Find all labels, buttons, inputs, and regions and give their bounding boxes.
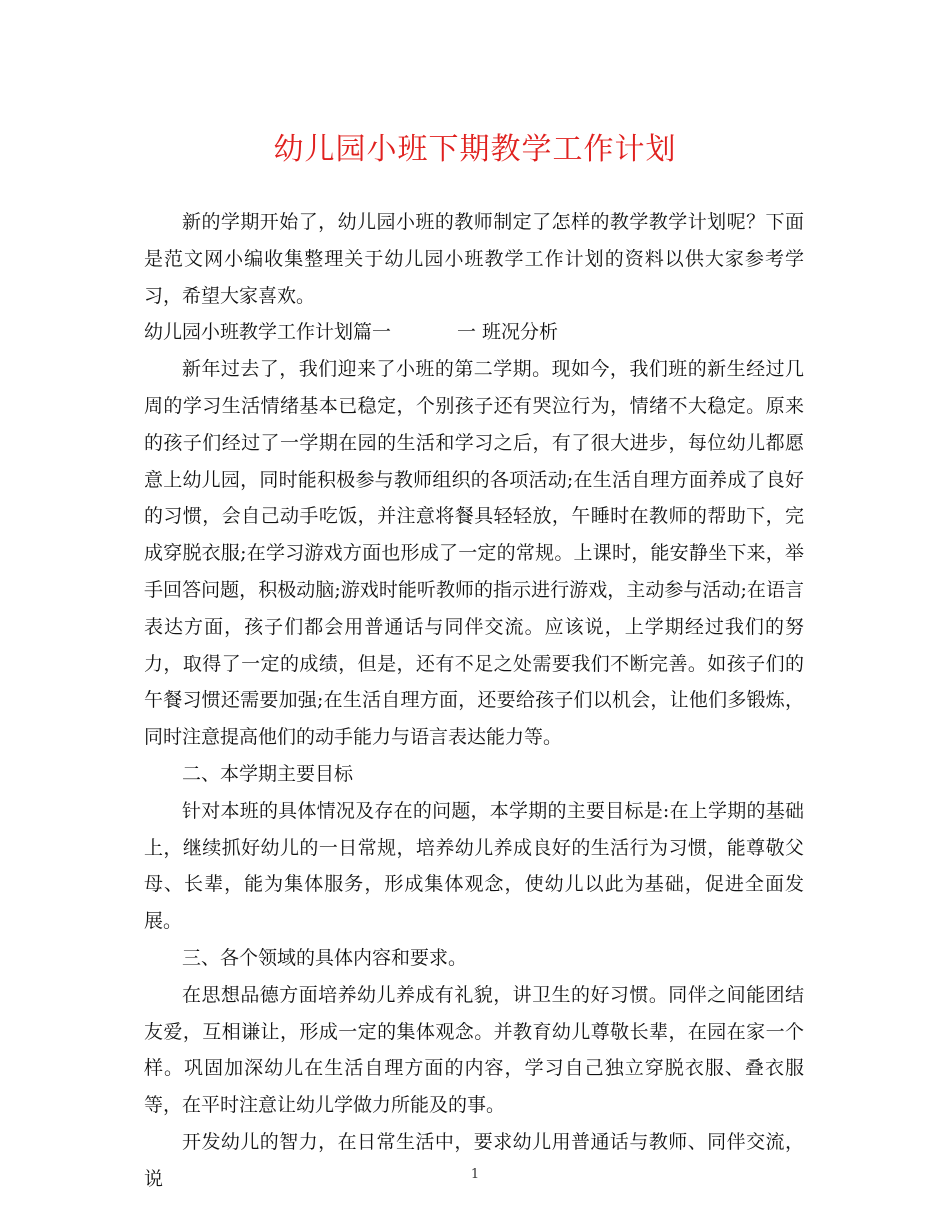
section2-paragraph: 针对本班的具体情况及存在的问题，本学期的主要目标是:在上学期的基础上，继续抓好幼儿的一日常规，培养幼儿养成良好的生活行为习惯，能尊敬父母、长辈，能为集体服务，形成集体观念，使幼儿以此为基础，促进全面发展。 — [144, 799, 804, 933]
document-body — [144, 204, 804, 1198]
section1-heading: 一 班况分析 — [457, 321, 559, 344]
plan-heading: 幼儿园小班教学工作计划篇一 — [144, 321, 392, 344]
plan-heading-line — [144, 314, 804, 351]
section1-paragraph: 新年过去了，我们迎来了小班的第二学期。现如今，我们班的新生经过几周的学习生活情绪基本已稳定，个别孩子还有哭泣行为，情绪不大稳定。原来的孩子们经过了一学期在园的生活和学习之后，有了很大进步，每位幼儿都愿意上幼儿园，同时能积极参与教师组织的各项活动;在生活自理方面养成了良好的习惯，会自己动手吃饭，并注意将餐具轻轻放，午睡时在教师的帮助下，完成穿脱衣服;在学习游戏方面也形成了一定的常规。上课时，能安静坐下来，举手回答问题，积极动脑;游戏时能听教师的指示进行游戏，主动参与活动;在语言表达方面，孩子们都会用普通话与同伴交流。应该说，上学期经过我们的努力，取得了一定的成绩，但是，还有不足之处需要我们不断完善。如孩子们的午餐习惯还需要加强;在生活自理方面，还要给孩子们以机会，让他们多锻炼，同时注意提高他们的动手能力与语言表达能力等。 — [144, 358, 804, 749]
document-title: 幼儿园小班下期教学工作计划 — [273, 132, 677, 167]
intro-paragraph: 新的学期开始了，幼儿园小班的教师制定了怎样的教学教学计划呢？下面是范文网小编收集整理关于幼儿园小班教学工作计划的资料以供大家参考学习，希望大家喜欢。 — [144, 211, 804, 307]
section3-paragraph-1: 在思想品德方面培养幼儿养成有礼貌，讲卫生的好习惯。同伴之间能团结友爱，互相谦让，形成一定的集体观念。并教育幼儿尊敬长辈，在园在家一个样。巩固加深幼儿在生活自理方面的内容，学习自己独立穿脱衣服、叠衣服等，在平时注意让幼儿学做力所能及的事。 — [144, 983, 804, 1117]
page-number: 1 — [470, 1167, 480, 1182]
section3-paragraph-2: 开发幼儿的智力，在日常生活中，要求幼儿用普通话与教师、同伴交流，说 — [144, 1130, 804, 1190]
section3-heading: 三、各个领域的具体内容和要求。 — [182, 946, 468, 969]
section2-heading: 二、本学期主要目标 — [182, 762, 354, 785]
